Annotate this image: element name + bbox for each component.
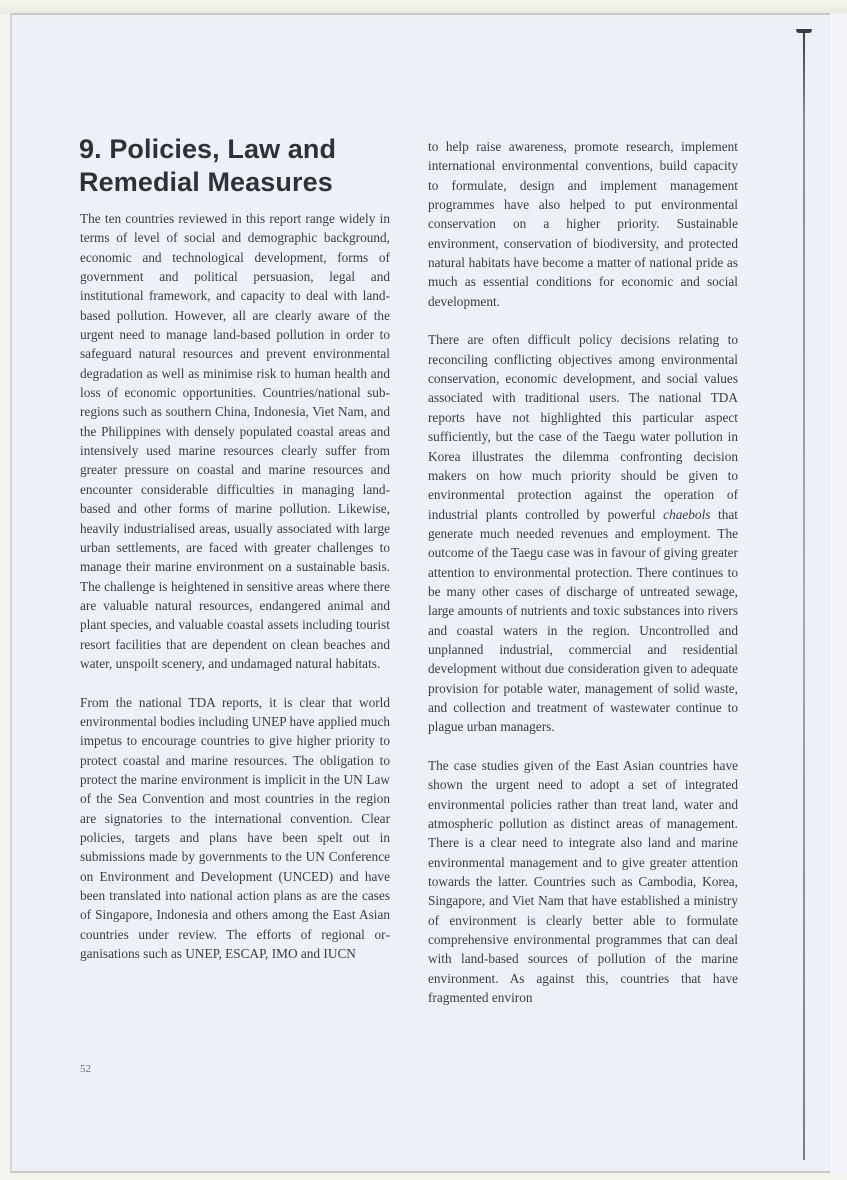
paragraph: The ten countries reviewed in this report range widely in terms of level of social and demographic background, economic and technological development, forms of government and political persuasion, legal and institutional framework, and capacity to deal with land-based pollution. However, all are clearly aware of the urgent need to manage land-based pollution in order to safeguard natural resources and prevent environmental degradation as well as minimise risk to human health and loss of economic opportunities. Countries/national sub-regions such as southern China, Indonesia, Viet Nam, and the Philippines with densely populated coastal areas and intensively used marine resources clearly suffer from greater pressure on coastal and marine resources and encounter considerable difficulties in managing land-based and other forms of marine pollution. Likewise, heavily industrialised areas, usually associated with large urban settlements, are faced with greater challenges to manage their marine environment on a sustainable basis. The challenge is heightened in sensitive areas where there are valuable natural resources, endangered animal and plant species, and valuable coastal assets including tourist resort facilities that are dependent on clean beaches and water, unspoilt scenery, and undamaged natural habitats.	[80, 211, 390, 671]
italic-term: chaebols	[663, 506, 711, 522]
paragraph	[428, 330, 738, 736]
paragraph: to help raise awareness, promote research, implement international environmental conventions, build capacity to formulate, design and implement management programmes have also helped to put environmental conservation on a higher priority. Sustainable environment, conservation of biodiversity, and protected natural habitats have become a matter of national pride as much as essential conditions for economic and social development.	[428, 139, 738, 309]
chapter-title: 9. Policies, Law and Remedial Measures	[79, 134, 337, 197]
scan-top-edge	[0, 0, 847, 14]
paragraph-text: that generate much needed revenues and employment. The outcome of the Taegu case was in favour of giving greater attention to environmental protection. There continues to be many other cases of discharge of untreated sewage, large amounts of nutrients and toxic substances into rivers and coastal waters in the region. Uncontrolled and unplanned industrial, commercial and residential development without due consideration given to adequate provision for potable water, management of solid waste, and collection and treatment of wastewater continue to plague urban managers.	[428, 506, 738, 735]
paragraph: From the national TDA reports, it is clear that world environmental bodies including UNEP have applied much impetus to encourage countries to give higher priority to protect coastal and marine resources. The obligation to protect the marine environment is implicit in the UN Law of the Sea Convention and most countries in the region are signatories to the international convention. Clear policies, targets and plans have been spelt out in submissions made by governments to the UN Conference on Environment and Development (UNCED) and have been translated into national action plans as are the cases of Singapore, Indonesia and others among the East Asian countries under review. The efforts of regional organisations such as UNEP, ESCAP, IMO and IUCN	[80, 694, 390, 962]
binding-rule-line	[803, 30, 805, 1160]
page-number: 52	[80, 1063, 91, 1075]
right-text-column	[428, 137, 738, 1027]
left-text-column	[80, 209, 390, 983]
page-right-margin	[830, 13, 847, 1173]
paragraph: The case studies given of the East Asian countries have shown the urgent need to adopt a set of integrated environmental policies rather than treat land, water and atmospheric pollution as distinct areas of management. There is a clear need to integrate also land and marine environmental management and to give greater attention towards the latter. Countries such as Cambodia, Korea, Singapore, and Viet Nam that have established a ministry of environment is clearly better able to formulate comprehensive environmental programmes that can deal with land-based sources of pollution of the marine environment. As against this, countries that have fragmented environ	[428, 758, 738, 1006]
paragraph-text: There are often difficult policy decisions relating to reconciling conflicting objectives among environmental conservation, economic development, and social values associated with traditional users. The national TDA reports have not highlighted this particular aspect sufficiently, but the case of the Taegu water pollution in Korea illustrates the dilemma confronting decision makers on how much priority should be given to environmental protection against the operation of industrial plants controlled by powerful	[428, 332, 738, 522]
